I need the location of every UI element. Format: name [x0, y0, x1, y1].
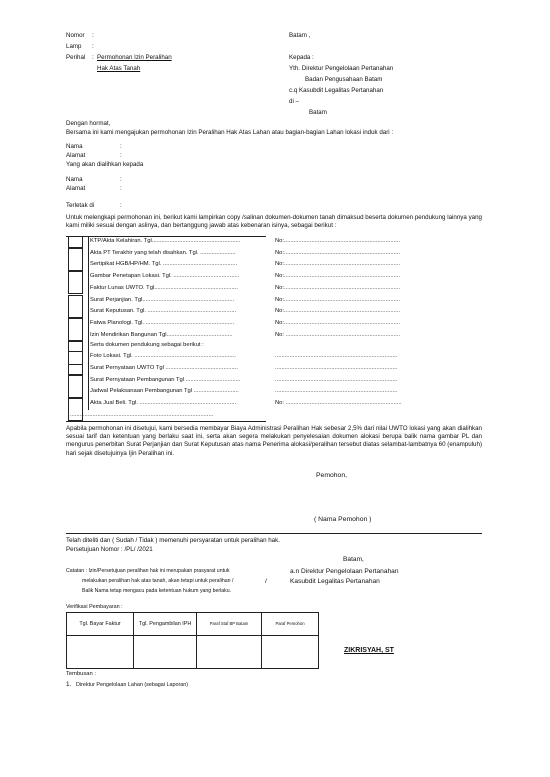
ver-cell-paraf-staf[interactable]	[197, 636, 262, 669]
ver-header-tgl-ambil: Tgl. Pengambilan IPH	[134, 613, 197, 636]
ver-header-paraf-pemohon: Paraf Pemohon	[262, 613, 319, 636]
nomor-colon: :	[92, 32, 94, 39]
document-label: Akta PT Terakhir yang telah disahkan. Tgl. ......................	[90, 249, 236, 256]
pemohon-alamat-label: Alamat	[66, 152, 86, 159]
nomor-label: Nomor	[66, 32, 85, 39]
checklist-top-line	[66, 236, 266, 237]
pendukung-label: Jadwal Pelaksanaan Pembangunan Tgl ............................	[90, 388, 239, 395]
pemohon-signature-label: Pemohon,	[316, 472, 347, 479]
catatan-line3: Balik Nama tetap mengacu pada ketentuan hukum yang berlaku.	[82, 588, 232, 594]
ver-cell-paraf-pemohon[interactable]	[262, 636, 319, 669]
closing-paragraph: Apabila permohonan ini disetujui, kami bersedia membayar Biaya Administrasi Peralihan Hak sebesar 2,5% dari nilai UWTO lokasi yang akan dialihkan sesuai tarif dan ketentuan yang berlaku saat ini, serta akan segera melakukan penyelesaian dokumen alokasi berupa balik nama gambar PL dan mengurus penerbitan Surat Perjanjian dan Surat Keputusan atas nama Penerima alokasi/peralihan tersebut diatas selambat-lambatnya 60 (enampuluh) hari sejak disetujuinya Ijin Peralihan ini.	[66, 425, 482, 457]
checklist-column-divider	[88, 236, 89, 353]
document-label: Sertipikat HGB/HP/HM. Tgl. ..............................................	[90, 261, 238, 268]
document-number-field[interactable]: No:........................................................................	[275, 273, 400, 280]
pemohon-nama-sep: :	[120, 143, 122, 150]
addressee-cq: c.q Kasubdit Legalitas Pertanahan	[289, 87, 384, 94]
pendukung-label: .........................................................................................	[70, 411, 214, 418]
document-number-field[interactable]: No: .......................................................................	[275, 331, 400, 338]
greeting: Dengan hormat,	[66, 120, 111, 127]
penerima-alamat-sep: :	[120, 185, 122, 192]
document-label: Surat Perjanjian. Tgl.........................................................	[90, 296, 235, 303]
approval-slash: /	[265, 578, 267, 585]
document-number-field[interactable]: No:........................................................................	[275, 319, 400, 326]
intro-statement: Bersama ini kami mengajukan permohonan Izin Peralihan Hak Atas Lahan atau bagian-bagian Lahan lokasi induk dari :	[66, 129, 394, 136]
pendukung-number-field[interactable]: ............................................................................	[275, 376, 398, 383]
pendukung-column-divider	[88, 351, 89, 410]
verifikasi-label: Verifikasi Pembayaran :	[66, 604, 123, 610]
section-divider	[66, 533, 482, 534]
pemohon-alamat-sep: :	[120, 152, 122, 159]
pendukung-number-field[interactable]: ............................................................................	[275, 388, 398, 395]
penerima-alamat-label: Alamat	[66, 185, 86, 192]
lampiran-text: Untuk melengkapi permohonan ini, berikut kami lampirkan copy /salinan dokumen-dokumen tanah dimaksud beserta dokumen pendukung lainnya yang kami miliki sesuai dengan aslinya, dan bertanggung jawab atas kebenaran isinya, sebagai berikut :	[66, 214, 482, 230]
document-label: Gambar Penetapan Lokasi. Tgl. .........................................	[90, 273, 240, 280]
pendukung-label: Surat Pernyataan Pembangunan Tgl ..................................	[90, 376, 241, 383]
document-checkbox[interactable]	[68, 248, 83, 271]
perihal-colon: :	[92, 54, 94, 61]
document-number-field[interactable]: No:........................................................................	[275, 238, 400, 244]
pendukung-title: Serta dokumen pendukung sebagai berikut :	[90, 342, 204, 349]
pendukung-number-field[interactable]: No: ........................................................................	[275, 400, 402, 407]
addressee-badan: Badan Pengusahaan Batam	[305, 76, 383, 83]
signer-name: ZIKRISYAH, ST	[344, 647, 394, 654]
catatan-line2: melakukan peralihan hak atas tanah, akan tetapi untuk peralihan /	[82, 578, 234, 584]
document-checkbox[interactable]	[68, 271, 83, 294]
catatan-line1: Catatan : Izin/Persetujuan peralihan hak ini merupakan prasyarat untuk	[66, 568, 230, 574]
document-label: Faktur Lunas UWTO. Tgl....................................................	[90, 284, 238, 291]
lokasi-label: Terletak di	[66, 202, 95, 209]
pendukung-checkbox[interactable]	[68, 398, 83, 421]
document-label: Fatwa Planologi. Tgl. .......................................................	[90, 319, 235, 326]
pendukung-checkbox[interactable]	[68, 351, 83, 374]
nama-pemohon: ( Nama Pemohon )	[314, 516, 372, 523]
kepada-label: Kepada :	[289, 54, 314, 61]
ver-header-paraf-staf: Paraf Staf BP Batam	[197, 613, 262, 636]
document-checkbox[interactable]	[68, 295, 83, 318]
document-number-field[interactable]: No:........................................................................	[275, 284, 400, 291]
perihal-label: Perihal	[66, 54, 86, 61]
lokasi-sep: :	[120, 202, 122, 209]
tembusan-number: 1.	[66, 681, 72, 688]
lamp-label: Lamp	[66, 43, 82, 50]
perihal-line1: Permohonan Izin Peralihan	[97, 54, 172, 61]
pendukung-label: Foto Lokasi. Tgl. ...............................................................	[90, 353, 236, 360]
document-label: Izin Mendirikan Bangunan Tgl.........................................	[90, 331, 233, 338]
penerima-nama-sep: :	[120, 176, 122, 183]
document-number-field[interactable]: No:........................................................................	[275, 249, 400, 256]
pendukung-label: Akta Jual Beli. Tgl. ............................................................	[90, 400, 237, 407]
approval-checked: Telah diteliti dan ( Sudah / Tidak ) memenuhi persyaratan untuk peralihan hak.	[66, 537, 280, 544]
place-date: Batam ,	[289, 32, 311, 39]
transfer-text: Yang akan dialihkan kepada	[66, 161, 144, 168]
document-number-field[interactable]: No:........................................................................	[275, 296, 400, 303]
pemohon-nama-label: Nama	[66, 143, 83, 150]
ver-cell-tgl-bayar[interactable]	[67, 636, 134, 669]
approval-persetujuan: Persetujuan Nomor : /PL/ /2021	[66, 546, 153, 553]
perihal-line2: Hak Atas Tanah	[97, 65, 141, 72]
document-label: KTP/Akta Kelahiran. Tgl.......................................................	[90, 238, 241, 244]
tembusan-label: Tembusan :	[66, 671, 96, 677]
approval-kasubdit: Kasubdit Legalitas Pertanahan	[290, 578, 380, 585]
addressee-city: Batam	[309, 109, 327, 116]
ver-header-tgl-bayar: Tgl. Bayar Faktur	[67, 613, 134, 636]
checklist-bottom-line	[66, 421, 266, 422]
addressee-di: di –	[289, 98, 299, 105]
ver-cell-tgl-ambil[interactable]	[134, 636, 197, 669]
pendukung-number-field[interactable]: ............................................................................	[275, 353, 398, 360]
penerima-nama-label: Nama	[66, 176, 83, 183]
document-number-field[interactable]: No:........................................................................	[275, 308, 400, 315]
pendukung-checkbox[interactable]	[68, 375, 83, 398]
document-checkbox[interactable]	[68, 318, 83, 341]
document-checkbox[interactable]	[68, 236, 83, 248]
approval-an: a.n Direktur Pengelolaan Pertanahan	[290, 568, 399, 575]
pendukung-number-field[interactable]: ............................................................................	[275, 365, 398, 371]
addressee-yth: Yth. Direktur Pengelolaan Pertanahan	[289, 65, 394, 72]
tembusan-item: Direktur Pengelolaan Lahan (sebagai Laporan)	[76, 682, 189, 688]
document-number-field[interactable]: No:........................................................................	[275, 261, 400, 268]
lamp-colon: :	[92, 43, 94, 50]
verifikasi-table	[66, 612, 319, 669]
pendukung-label: Surat Pernyataan UWTO Tgl .............................................	[90, 365, 238, 371]
document-label: Surat Keputusan. Tgl. .......................................................	[90, 308, 237, 315]
approval-place: Batam,	[343, 556, 364, 563]
